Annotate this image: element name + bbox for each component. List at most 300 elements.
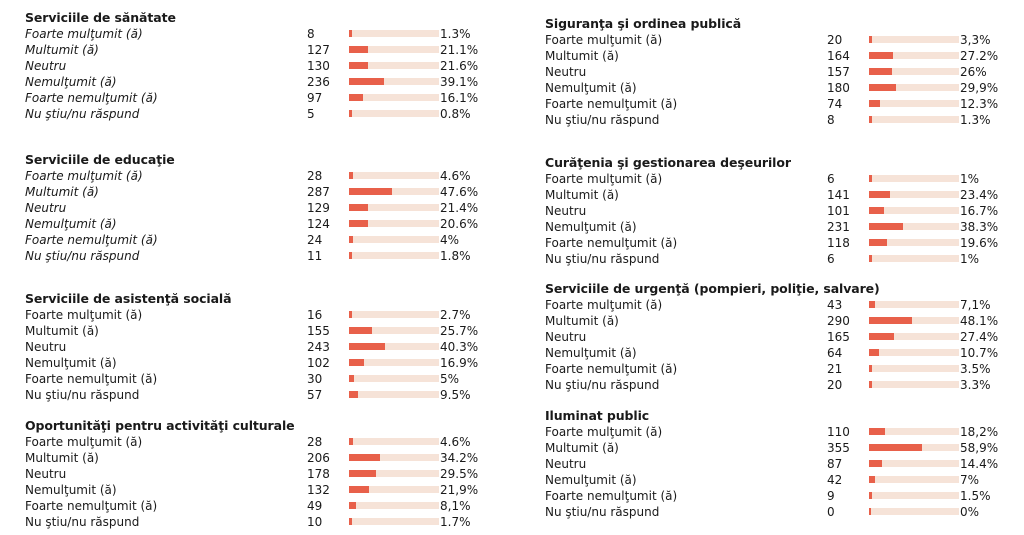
count-label: 10 — [307, 515, 323, 529]
count-label: 74 — [827, 97, 843, 111]
panel-rows — [545, 297, 1024, 393]
bar-track — [349, 236, 439, 243]
bar-track — [869, 191, 959, 198]
table-row — [25, 514, 515, 530]
percent-label: 4% — [440, 233, 460, 247]
bar-track — [349, 311, 439, 318]
count-label: 6 — [827, 172, 835, 186]
bar — [349, 220, 368, 227]
count-label: 101 — [827, 204, 850, 218]
bar — [349, 46, 368, 53]
category-label: Foarte nemulţumit (ă) — [545, 97, 678, 111]
bar — [349, 391, 358, 398]
count-label: 21 — [827, 362, 843, 376]
panel-rows — [545, 32, 1024, 128]
count-label: 11 — [307, 249, 323, 263]
table-row — [545, 472, 1024, 488]
bar — [869, 460, 882, 467]
category-label: Neutru — [545, 330, 587, 344]
bar-track — [869, 381, 959, 388]
percent-label: 38.3% — [960, 220, 999, 234]
table-row — [545, 171, 1024, 187]
bar-track — [349, 62, 439, 69]
table-row — [545, 297, 1024, 313]
category-label: Foarte mulţumit (ă) — [25, 169, 143, 183]
bar-track — [869, 116, 959, 123]
count-label: 28 — [307, 435, 323, 449]
percent-label: 4.6% — [440, 435, 471, 449]
count-label: 49 — [307, 499, 323, 513]
bar-track — [869, 428, 959, 435]
count-label: 164 — [827, 49, 850, 63]
category-label: Foarte nemulţumit (ă) — [25, 499, 158, 513]
bar-track — [869, 508, 959, 515]
bar-track — [869, 349, 959, 356]
category-label: Neutru — [25, 201, 67, 215]
panel-rows — [25, 434, 515, 530]
table-row — [25, 168, 515, 184]
category-label: Foarte nemulţumit (ă) — [25, 233, 158, 247]
chart-panel-6 — [545, 281, 1024, 393]
bar — [869, 476, 875, 483]
bar-track — [349, 204, 439, 211]
percent-label: 40.3% — [440, 340, 479, 354]
table-row — [25, 26, 515, 42]
table-row — [25, 434, 515, 450]
bar-track — [869, 444, 959, 451]
table-row — [25, 323, 515, 339]
category-label: Foarte mulţumit (ă) — [545, 33, 663, 47]
table-row — [545, 32, 1024, 48]
bar — [349, 172, 353, 179]
count-label: 9 — [827, 489, 835, 503]
bar — [869, 68, 892, 75]
table-row — [25, 248, 515, 264]
table-row — [545, 329, 1024, 345]
bar — [349, 438, 353, 445]
count-label: 6 — [827, 252, 835, 266]
chart-panel-5 — [545, 155, 1024, 267]
panel-title: Curăţenia şi gestionarea deşeurilor — [545, 155, 791, 170]
bar-track — [349, 486, 439, 493]
table-row — [545, 235, 1024, 251]
category-label: Nu ştiu/nu răspund — [25, 249, 140, 263]
bar — [869, 333, 894, 340]
bar — [869, 84, 896, 91]
table-row — [25, 42, 515, 58]
bar-track — [869, 239, 959, 246]
bar — [869, 116, 872, 123]
bar-track — [869, 223, 959, 230]
bar — [869, 444, 922, 451]
percent-label: 48.1% — [960, 314, 999, 328]
percent-label: 16.1% — [440, 91, 479, 105]
category-label: Multumit (ă) — [545, 314, 619, 328]
category-label: Foarte mulţumit (ă) — [545, 172, 663, 186]
table-row — [25, 232, 515, 248]
bar-track — [869, 52, 959, 59]
category-label: Nemulţumit (ă) — [25, 483, 117, 497]
percent-label: 7% — [960, 473, 980, 487]
percent-label: 1.5% — [960, 489, 991, 503]
category-label: Foarte nemulţumit (ă) — [545, 362, 678, 376]
panel-rows — [545, 171, 1024, 267]
table-row — [25, 307, 515, 323]
bar-track — [869, 68, 959, 75]
panel-title: Serviciile de sănătate — [25, 10, 176, 25]
bar — [349, 343, 385, 350]
table-row — [545, 251, 1024, 267]
bar-track — [349, 438, 439, 445]
bar — [869, 175, 872, 182]
count-label: 129 — [307, 201, 330, 215]
category-label: Neutru — [545, 65, 587, 79]
percent-label: 21.1% — [440, 43, 479, 57]
bar — [349, 252, 352, 259]
bar-track — [869, 84, 959, 91]
bar — [869, 428, 885, 435]
bar-track — [349, 252, 439, 259]
bar-track — [869, 100, 959, 107]
category-label: Nu ştiu/nu răspund — [25, 515, 140, 529]
count-label: 290 — [827, 314, 850, 328]
percent-label: 14.4% — [960, 457, 999, 471]
category-label: Multumit (ă) — [545, 49, 619, 63]
table-row — [545, 456, 1024, 472]
category-label: Foarte nemulţumit (ă) — [545, 236, 678, 250]
percent-label: 5% — [440, 372, 460, 386]
chart-panel-4 — [545, 16, 1024, 128]
count-label: 30 — [307, 372, 323, 386]
bar — [349, 110, 352, 117]
table-row — [25, 216, 515, 232]
percent-label: 10.7% — [960, 346, 999, 360]
percent-label: 0.8% — [440, 107, 471, 121]
count-label: 8 — [827, 113, 835, 127]
count-label: 165 — [827, 330, 850, 344]
bar-track — [869, 301, 959, 308]
category-label: Nu ştiu/nu răspund — [545, 113, 660, 127]
percent-label: 3.3% — [960, 378, 991, 392]
bar — [869, 191, 890, 198]
bar — [349, 470, 376, 477]
category-label: Neutru — [25, 59, 67, 73]
category-label: Foarte mulţumit (ă) — [25, 27, 143, 41]
count-label: 28 — [307, 169, 323, 183]
category-label: Nemulţumit (ă) — [545, 473, 637, 487]
percent-label: 47.6% — [440, 185, 479, 199]
category-label: Neutru — [545, 457, 587, 471]
count-label: 130 — [307, 59, 330, 73]
table-row — [545, 187, 1024, 203]
bar — [869, 100, 880, 107]
bar — [349, 359, 364, 366]
bar-track — [349, 343, 439, 350]
bar — [349, 375, 354, 382]
percent-label: 7,1% — [960, 298, 991, 312]
percent-label: 4.6% — [440, 169, 471, 183]
bar — [869, 301, 875, 308]
count-label: 42 — [827, 473, 843, 487]
bar-track — [869, 317, 959, 324]
percent-label: 58,9% — [960, 441, 999, 455]
bar — [869, 223, 903, 230]
bar-track — [869, 36, 959, 43]
count-label: 180 — [827, 81, 850, 95]
count-label: 64 — [827, 346, 843, 360]
table-row — [25, 387, 515, 403]
panel-rows — [25, 168, 515, 264]
percent-label: 34.2% — [440, 451, 479, 465]
panel-title: Serviciile de urgenţă (pompieri, poliţie, salvare) — [545, 281, 880, 296]
category-label: Multumit (ă) — [25, 185, 99, 199]
category-label: Multumit (ă) — [545, 441, 619, 455]
chart-panel-7 — [545, 408, 1024, 520]
percent-label: 21,9% — [440, 483, 479, 497]
bar-track — [349, 327, 439, 334]
bar — [869, 317, 912, 324]
bar — [869, 36, 872, 43]
bar — [869, 381, 872, 388]
percent-label: 16.7% — [960, 204, 999, 218]
count-label: 97 — [307, 91, 323, 105]
category-label: Foarte nemulţumit (ă) — [25, 91, 158, 105]
category-label: Nemulţumit (ă) — [545, 81, 637, 95]
bar-track — [869, 175, 959, 182]
bar-track — [349, 94, 439, 101]
table-row — [545, 112, 1024, 128]
bar — [349, 30, 352, 37]
bar-track — [349, 46, 439, 53]
table-row — [25, 371, 515, 387]
count-label: 178 — [307, 467, 330, 481]
bar-track — [349, 30, 439, 37]
category-label: Neutru — [545, 204, 587, 218]
count-label: 155 — [307, 324, 330, 338]
table-row — [25, 482, 515, 498]
category-label: Multumit (ă) — [25, 451, 99, 465]
category-label: Nemulţumit (ă) — [25, 217, 117, 231]
bar-track — [349, 188, 439, 195]
panel-rows — [25, 26, 515, 122]
table-row — [25, 466, 515, 482]
panel-title: Serviciile de asistenţă socială — [25, 291, 232, 306]
count-label: 287 — [307, 185, 330, 199]
category-label: Nu ştiu/nu răspund — [545, 505, 660, 519]
percent-label: 29.5% — [440, 467, 479, 481]
bar-track — [869, 492, 959, 499]
count-label: 20 — [827, 378, 843, 392]
bar — [349, 518, 352, 525]
percent-label: 21.4% — [440, 201, 479, 215]
category-label: Multumit (ă) — [25, 43, 99, 57]
percent-label: 25.7% — [440, 324, 479, 338]
bar — [349, 486, 369, 493]
bar — [869, 52, 893, 59]
panel-rows — [25, 307, 515, 403]
category-label: Nemulţumit (ă) — [25, 75, 117, 89]
bar — [349, 454, 380, 461]
count-label: 24 — [307, 233, 323, 247]
chart-panel-0 — [25, 10, 515, 122]
count-label: 87 — [827, 457, 843, 471]
count-label: 141 — [827, 188, 850, 202]
percent-label: 3,3% — [960, 33, 991, 47]
bar-track — [349, 78, 439, 85]
bar — [869, 365, 872, 372]
category-label: Neutru — [25, 467, 67, 481]
category-label: Multumit (ă) — [545, 188, 619, 202]
bar-track — [349, 220, 439, 227]
category-label: Nu ştiu/nu răspund — [545, 378, 660, 392]
percent-label: 8,1% — [440, 499, 471, 513]
bar — [349, 502, 356, 509]
table-row — [25, 106, 515, 122]
bar-track — [349, 391, 439, 398]
bar — [869, 207, 884, 214]
table-row — [545, 504, 1024, 520]
count-label: 132 — [307, 483, 330, 497]
percent-label: 3.5% — [960, 362, 991, 376]
category-label: Foarte mulţumit (ă) — [25, 435, 143, 449]
table-row — [25, 498, 515, 514]
bar — [349, 62, 368, 69]
table-row — [545, 80, 1024, 96]
table-row — [25, 58, 515, 74]
count-label: 206 — [307, 451, 330, 465]
count-label: 231 — [827, 220, 850, 234]
percent-label: 1% — [960, 252, 980, 266]
percent-label: 27.2% — [960, 49, 999, 63]
table-row — [25, 450, 515, 466]
bar-track — [349, 359, 439, 366]
bar-track — [869, 207, 959, 214]
count-label: 57 — [307, 388, 323, 402]
table-row — [545, 424, 1024, 440]
category-label: Foarte mulţumit (ă) — [545, 425, 663, 439]
table-row — [545, 440, 1024, 456]
percent-label: 29,9% — [960, 81, 999, 95]
table-row — [545, 219, 1024, 235]
bar-track — [869, 476, 959, 483]
bar-track — [349, 502, 439, 509]
category-label: Neutru — [25, 340, 67, 354]
table-row — [545, 64, 1024, 80]
category-label: Multumit (ă) — [25, 324, 99, 338]
table-row — [545, 313, 1024, 329]
table-row — [545, 361, 1024, 377]
count-label: 110 — [827, 425, 850, 439]
table-row — [545, 48, 1024, 64]
count-label: 102 — [307, 356, 330, 370]
table-row — [545, 345, 1024, 361]
count-label: 127 — [307, 43, 330, 57]
bar — [349, 327, 372, 334]
category-label: Nu ştiu/nu răspund — [25, 388, 140, 402]
table-row — [25, 355, 515, 371]
panel-title: Siguranţa şi ordinea publică — [545, 16, 742, 31]
bar-track — [349, 518, 439, 525]
bar-track — [349, 172, 439, 179]
bar — [349, 311, 352, 318]
table-row — [545, 488, 1024, 504]
percent-label: 9.5% — [440, 388, 471, 402]
percent-label: 1.3% — [960, 113, 991, 127]
count-label: 236 — [307, 75, 330, 89]
count-label: 243 — [307, 340, 330, 354]
percent-label: 1.7% — [440, 515, 471, 529]
count-label: 20 — [827, 33, 843, 47]
percent-label: 1.3% — [440, 27, 471, 41]
percent-label: 39.1% — [440, 75, 479, 89]
table-row — [25, 90, 515, 106]
bar — [349, 204, 368, 211]
table-row — [25, 74, 515, 90]
panel-title: Serviciile de educaţie — [25, 152, 175, 167]
bar — [349, 236, 353, 243]
count-label: 118 — [827, 236, 850, 250]
chart-panel-2 — [25, 291, 515, 403]
percent-label: 1.8% — [440, 249, 471, 263]
bar-track — [869, 255, 959, 262]
bar-track — [869, 460, 959, 467]
bar — [349, 188, 392, 195]
category-label: Nemulţumit (ă) — [545, 220, 637, 234]
count-label: 8 — [307, 27, 315, 41]
table-row — [25, 184, 515, 200]
bar-track — [349, 470, 439, 477]
count-label: 16 — [307, 308, 323, 322]
bar — [869, 492, 872, 499]
panel-title: Iluminat public — [545, 408, 650, 423]
category-label: Foarte mulţumit (ă) — [25, 308, 143, 322]
bar-track — [349, 454, 439, 461]
category-label: Nu ştiu/nu răspund — [545, 252, 660, 266]
percent-label: 23.4% — [960, 188, 999, 202]
percent-label: 1% — [960, 172, 980, 186]
count-label: 124 — [307, 217, 330, 231]
count-label: 355 — [827, 441, 850, 455]
count-label: 5 — [307, 107, 315, 121]
bar-track — [869, 333, 959, 340]
bar — [349, 78, 384, 85]
category-label: Foarte nemulţumit (ă) — [545, 489, 678, 503]
category-label: Nemulţumit (ă) — [25, 356, 117, 370]
table-row — [545, 96, 1024, 112]
count-label: 43 — [827, 298, 843, 312]
chart-panel-1 — [25, 152, 515, 264]
count-label: 157 — [827, 65, 850, 79]
percent-label: 2.7% — [440, 308, 471, 322]
bar-track — [349, 375, 439, 382]
count-label: 0 — [827, 505, 835, 519]
bar — [349, 94, 363, 101]
bar — [869, 349, 879, 356]
percent-label: 18,2% — [960, 425, 999, 439]
table-row — [25, 200, 515, 216]
category-label: Nu ştiu/nu răspund — [25, 107, 140, 121]
percent-label: 19.6% — [960, 236, 999, 250]
panel-rows — [545, 424, 1024, 520]
chart-panel-3 — [25, 418, 515, 530]
table-row — [545, 203, 1024, 219]
percent-label: 16.9% — [440, 356, 479, 370]
percent-label: 12.3% — [960, 97, 999, 111]
percent-label: 0% — [960, 505, 980, 519]
percent-label: 27.4% — [960, 330, 999, 344]
table-row — [25, 339, 515, 355]
bar — [869, 239, 887, 246]
